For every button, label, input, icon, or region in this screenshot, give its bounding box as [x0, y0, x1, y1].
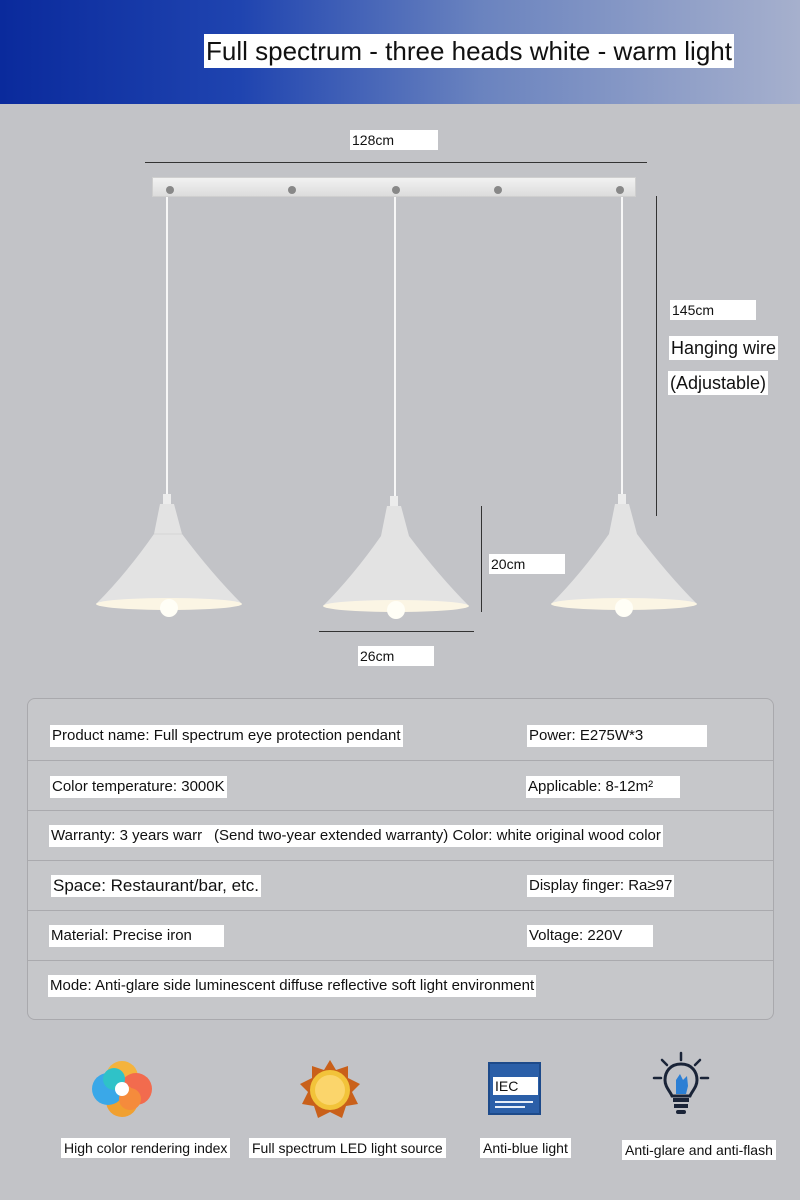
spec-power: Power: E275W*3 [527, 725, 707, 747]
spec-warranty-extra: (Send two-year extended warranty) Color: white original wood color [212, 825, 663, 847]
table-row [28, 961, 773, 1011]
shade-height-line [481, 506, 482, 612]
feature-label: Anti-blue light [480, 1138, 571, 1158]
spec-product-name: Product name: Full spectrum eye protection pendant [50, 725, 403, 747]
spec-applicable: Applicable: 8-12m² [526, 776, 680, 798]
spec-table [27, 698, 774, 1020]
screw-icon [288, 186, 296, 194]
table-row [28, 811, 773, 861]
shade-height-label: 20cm [489, 554, 565, 574]
table-row [28, 911, 773, 961]
feature-label: Anti-glare and anti-flash [622, 1140, 776, 1160]
spec-space: Space: Restaurant/bar, etc. [53, 876, 260, 895]
wire-length-label: 145cm [670, 300, 756, 320]
sun-icon [298, 1058, 362, 1122]
pendant-lamp [546, 494, 698, 618]
rod-length-line [145, 162, 647, 163]
pendant-lamp [318, 496, 470, 620]
iec-badge: IEC [493, 1077, 538, 1095]
screw-icon [616, 186, 624, 194]
wire-note-1: Hanging wire [671, 338, 777, 358]
shade-width-label: 26cm [358, 646, 434, 666]
spec-color-temperature: Color temperature: 3000K [50, 776, 227, 798]
rod-length-label: 128cm [350, 130, 438, 150]
spec-voltage: Voltage: 220V [527, 925, 653, 947]
screw-icon [166, 186, 174, 194]
spec-display-finger: Display finger: Ra≥97 [527, 875, 674, 897]
iec-certificate-icon [488, 1062, 541, 1115]
wire-note-2: (Adjustable) [670, 373, 767, 393]
spec-warranty: Warranty: 3 years warr [49, 825, 214, 847]
screw-icon [494, 186, 502, 194]
table-row [28, 761, 773, 811]
spec-material: Material: Precise iron [49, 925, 224, 947]
feature-label: Full spectrum LED light source [249, 1138, 446, 1158]
bulb-hand-icon [650, 1050, 712, 1120]
hanging-wire [166, 197, 168, 497]
table-row [28, 711, 773, 761]
pendant-lamp [92, 494, 244, 618]
spec-mode: Mode: Anti-glare side luminescent diffuse reflective soft light environment [48, 975, 536, 997]
hanging-wire [621, 197, 623, 495]
wire-length-line [656, 196, 657, 516]
shade-width-line [319, 631, 474, 632]
header-banner [0, 0, 800, 104]
feature-label: High color rendering index [61, 1138, 230, 1158]
page-title: Full spectrum - three heads white - warm light [206, 36, 732, 66]
table-row [28, 861, 773, 911]
hanging-wire [394, 197, 396, 499]
color-wheel-icon [88, 1055, 156, 1123]
screw-icon [392, 186, 400, 194]
